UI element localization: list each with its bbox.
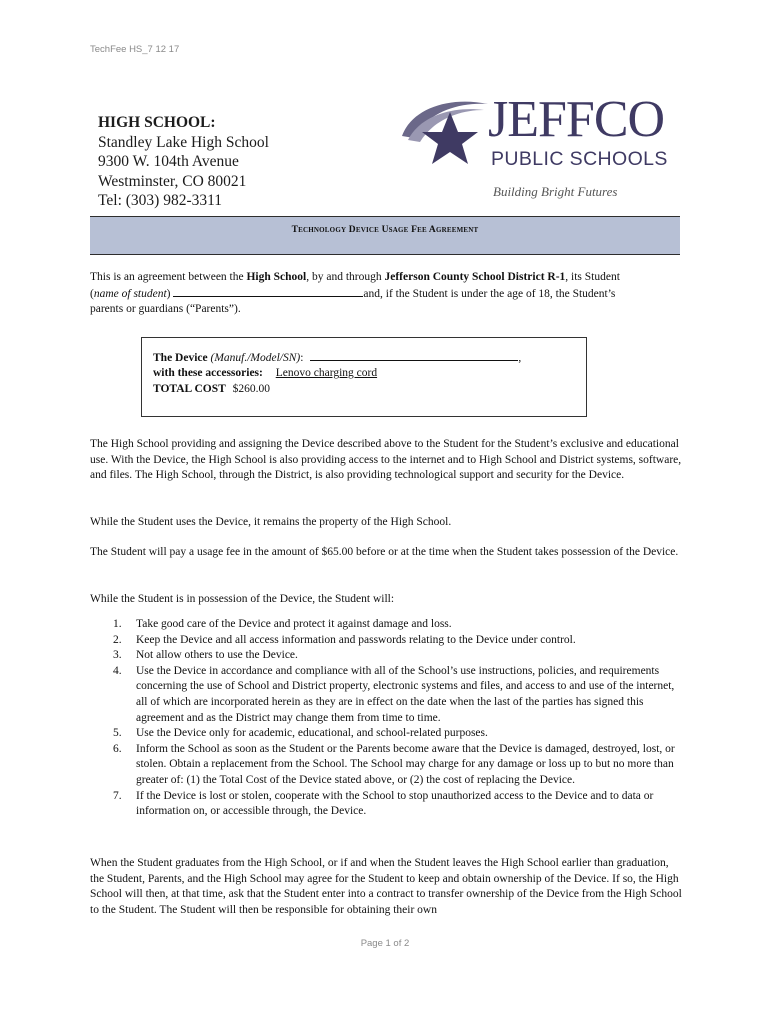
list-number: 4. (113, 664, 122, 677)
list-number: 5. (113, 727, 122, 740)
device-field[interactable] (310, 350, 518, 361)
device-hint: (Manuf./Model/SN) (210, 352, 301, 364)
graduates-paragraph: When the Student graduates from the High School, or if and when the Student leaves the High School earlier than graduation, the Student, Parents, and the High School may agree for the Student to keep and obtain ownership of the Device. If so, the High School will then, at that time, ask that the Student enter into a contract to transfer ownership of the Device from the High School to the Student. The Student will then be responsible for obtaining their own (90, 857, 682, 916)
intro-bold-school: High School (246, 271, 307, 283)
list-number: 1. (113, 618, 122, 630)
accessories-value: Lenovo charging cord (275, 367, 378, 379)
accessories-label: with these accessories: (153, 367, 263, 379)
intro-text: , its Student (565, 271, 620, 283)
intro-bold-district: Jefferson County School District R-1 (384, 271, 566, 283)
school-city: Westminster, CO 80021 (98, 172, 247, 190)
header-note: TechFee HS_7 12 17 (90, 44, 180, 55)
page-number: Page 1 of 2 (360, 938, 410, 949)
accessories-line (153, 366, 377, 382)
logo-name: JEFFCO (488, 91, 665, 148)
list-text: Not allow others to use the Device. (136, 649, 298, 662)
list-number: 7. (113, 789, 122, 802)
list-text: Use the Device only for academic, educational, and school-related purposes. (136, 727, 488, 740)
fee-paragraph: The Student will pay a usage fee in the amount of $65.00 before or at the time when the Student takes possession of the Device. (90, 546, 679, 558)
list-number: 3. (113, 649, 122, 662)
list-text: Use the Device in accordance and compliance with all of the School’s use instructions, policies, and requirements concerning the use of School and District property, electronic systems and files, and access to and use of the internet, all of which are incorporated herein as they are in effect on the date when the last of the parties has signed this agreement and as the District may change them from time to time. (136, 664, 675, 724)
total-line (153, 382, 270, 398)
total-value: $260.00 (232, 383, 271, 395)
obligations-list (90, 617, 682, 820)
list-item (113, 617, 682, 633)
list-number: 2. (113, 633, 122, 646)
list-text: Keep the Device and all access information and passwords relating to the Device under control. (136, 633, 576, 646)
intro-paragraph: This is an agreement between the High School, by and through Jefferson County School District R-1, its Student (name of student) and, if the Student is under the age of 18, the Student’s parents or guardians (“Parents”). (90, 271, 620, 316)
jeffco-logo (398, 92, 688, 207)
school-heading: HIGH SCHOOL: (98, 114, 216, 131)
list-item (113, 664, 682, 726)
device-line: The Device (Manuf./Model/SN): , (153, 352, 522, 364)
student-name-field[interactable] (173, 286, 363, 297)
star-swoosh-icon (398, 92, 490, 172)
intro-text: , by and through (306, 271, 385, 283)
list-number: 6. (113, 742, 122, 755)
list-item (113, 726, 682, 742)
intro-text: parents or guardians (“Parents”). (90, 303, 241, 316)
student-name-label: name of student (93, 287, 167, 300)
device-box (141, 337, 587, 417)
intro-text: This is an agreement between the (90, 271, 247, 283)
list-text: Inform the School as soon as the Student or the Parents become aware that the Device is damaged, destroyed, lost, or stolen. Obtain a replacement from the School. The School may charge for any damage or loss up to but no more than greater of: (1) the Total Cost of the Device stated above, or (2) the cost of replacing the Device. (136, 742, 675, 786)
device-label: The Device (153, 352, 208, 364)
school-phone: Tel: (303) 982-3311 (98, 192, 223, 210)
list-text: If the Device is lost or stolen, cooperate with the School to stop unauthorized access to the Device and to data or information on, or accessible through, the Device. (136, 789, 654, 818)
list-item (113, 633, 682, 649)
school-name: Standley Lake High School (98, 133, 269, 151)
list-item (113, 648, 682, 664)
list-item (113, 789, 682, 820)
title-banner (90, 216, 680, 255)
list-text: Take good care of the Device and protect it against damage and loss. (136, 618, 452, 630)
school-street: 9300 W. 104th Avenue (98, 153, 239, 171)
school-address-block (98, 113, 269, 211)
logo-subtitle: PUBLIC SCHOOLS (491, 148, 668, 170)
agreement-title: Technology Device Usage Fee Agreement (291, 225, 479, 235)
total-label: TOTAL COST (153, 383, 226, 395)
possession-paragraph: While the Student is in possession of the Device, the Student will: (90, 593, 395, 605)
intro-text: and, if the Student is under the age of 18, the Student’s (363, 287, 616, 300)
logo-tagline: Building Bright Futures (493, 184, 618, 199)
list-item (113, 742, 682, 789)
providing-paragraph: The High School providing and assigning the Device described above to the Student for the Student’s exclusive and educational use. With the Device, the High School is also providing access to the internet and to High School and District systems, software, and files. The High School, through the District, is also providing technological support and security for the Device. (90, 438, 682, 482)
property-paragraph: While the Student uses the Device, it remains the property of the High School. (90, 516, 452, 528)
